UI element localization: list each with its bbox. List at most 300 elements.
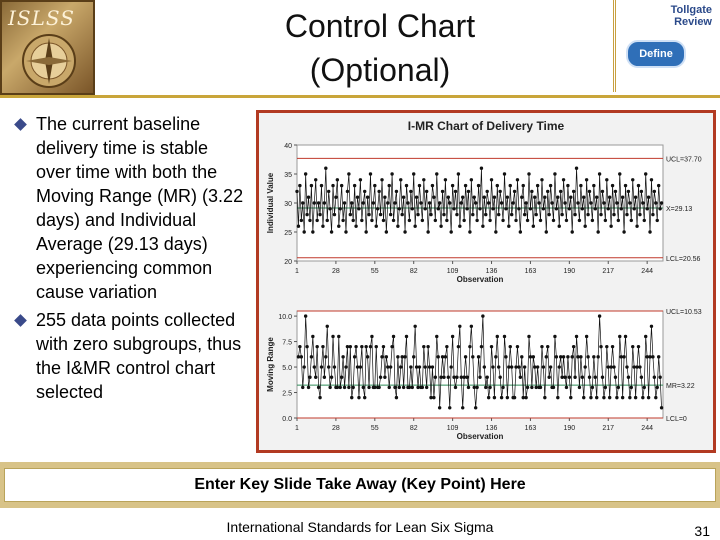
individuals-data-point (364, 230, 367, 233)
individuals-data-point (461, 196, 464, 199)
individuals-data-point (383, 196, 386, 199)
individuals-data-point (586, 213, 589, 216)
individuals-data-point (624, 184, 627, 187)
x-tick-label: 55 (370, 268, 379, 275)
individuals-data-point (566, 184, 569, 187)
moving-range-data-point (349, 345, 352, 348)
moving-range-data-point (431, 365, 434, 368)
individuals-data-point (527, 172, 530, 175)
individuals-data-point (465, 207, 468, 210)
individuals-data-point (331, 184, 334, 187)
individuals-data-point (500, 201, 503, 204)
moving-range-data-point (532, 355, 535, 358)
moving-range-y-label: Moving Range (266, 337, 275, 392)
moving-range-data-point (426, 345, 429, 348)
moving-range-data-point (392, 335, 395, 338)
moving-range-data-point (611, 345, 614, 348)
individuals-data-point (388, 184, 391, 187)
individuals-data-point (308, 219, 311, 222)
moving-range-data-point (405, 335, 408, 338)
moving-range-data-point (438, 406, 441, 409)
moving-range-data-point (305, 345, 308, 348)
moving-range-data-point (562, 355, 565, 358)
individuals-data-point (595, 196, 598, 199)
individuals-data-point (589, 201, 592, 204)
x-tick-label: 136 (485, 268, 498, 275)
x-tick-label: 136 (485, 425, 498, 432)
moving-range-data-point (498, 376, 501, 379)
individuals-data-point (297, 225, 300, 228)
x-tick-label: 217 (602, 268, 615, 275)
moving-range-data-point (491, 365, 494, 368)
individuals-data-point (640, 190, 643, 193)
moving-range-data-point (411, 386, 414, 389)
moving-range-data-point (399, 365, 402, 368)
moving-range-data-point (650, 325, 653, 328)
moving-range-data-point (579, 355, 582, 358)
moving-range-data-point (447, 376, 450, 379)
moving-range-data-point (357, 396, 360, 399)
moving-range-data-point (638, 365, 641, 368)
individuals-data-point (651, 213, 654, 216)
individuals-data-point (366, 196, 369, 199)
individuals-data-point (579, 184, 582, 187)
individuals-data-point (594, 207, 597, 210)
individuals-data-point (399, 178, 402, 181)
individuals-data-point (486, 190, 489, 193)
moving-range-data-point (569, 396, 572, 399)
x-tick-label: 217 (602, 425, 615, 432)
x-tick-label: 190 (563, 425, 576, 432)
individuals-data-point (425, 190, 428, 193)
individuals-data-point (480, 167, 483, 170)
moving-range-data-point (493, 396, 496, 399)
individuals-data-point (497, 213, 500, 216)
moving-range-data-point (389, 365, 392, 368)
individuals-data-point (349, 213, 352, 216)
moving-range-data-point (578, 386, 581, 389)
x-tick-label: 82 (409, 268, 418, 275)
y-tick-label: 30 (284, 201, 292, 208)
moving-range-data-point (523, 365, 526, 368)
x-tick-label: 190 (563, 268, 576, 275)
individuals-data-point (305, 213, 308, 216)
individuals-data-point (539, 219, 542, 222)
moving-range-data-point (320, 365, 323, 368)
individuals-data-point (563, 201, 566, 204)
individuals-data-point (632, 207, 635, 210)
moving-range-data-point (478, 376, 481, 379)
individuals-data-point (504, 207, 507, 210)
moving-range-data-point (409, 365, 412, 368)
moving-range-data-point (630, 386, 633, 389)
individuals-data-point (406, 201, 409, 204)
individuals-data-point (464, 184, 467, 187)
moving-range-data-point (586, 355, 589, 358)
moving-range-data-point (585, 335, 588, 338)
logo-text: ISLSS (8, 6, 75, 30)
individuals-data-point (339, 207, 342, 210)
individuals-data-point (533, 196, 536, 199)
moving-range-data-point (422, 345, 425, 348)
moving-range-data-point (516, 345, 519, 348)
individuals-data-point (582, 196, 585, 199)
individuals-data-point (501, 219, 504, 222)
tollgate-title (616, 4, 720, 28)
moving-range-data-point (607, 365, 610, 368)
moving-range-data-point (514, 365, 517, 368)
individuals-data-point (372, 201, 375, 204)
individuals-data-point (396, 225, 399, 228)
individuals-data-point (481, 225, 484, 228)
moving-range-data-point (517, 365, 520, 368)
y-tick-label: 2.5 (282, 390, 292, 398)
moving-range-data-point (595, 396, 598, 399)
moving-range-data-point (542, 365, 545, 368)
individuals-data-point (477, 184, 480, 187)
individuals-data-point (402, 196, 405, 199)
individuals-data-point (625, 213, 628, 216)
moving-range-data-point (341, 355, 344, 358)
individuals-data-point (658, 207, 661, 210)
moving-range-data-point (340, 376, 343, 379)
individuals-data-point (441, 190, 444, 193)
individuals-data-point (336, 178, 339, 181)
x-tick-label: 163 (524, 425, 537, 432)
individuals-data-point (367, 213, 370, 216)
moving-range-data-point (360, 345, 363, 348)
moving-range-data-point (527, 335, 530, 338)
individuals-data-point (437, 207, 440, 210)
individuals-data-point (641, 201, 644, 204)
individuals-data-point (470, 178, 473, 181)
individuals-data-point (314, 178, 317, 181)
moving-range-data-point (566, 355, 569, 358)
title-line-2: (Optional) (309, 52, 451, 88)
moving-range-data-point (582, 396, 585, 399)
individuals-data-point (475, 219, 478, 222)
moving-range-data-point (370, 335, 373, 338)
individuals-data-point (376, 207, 379, 210)
moving-range-data-point (621, 396, 624, 399)
individuals-data-point (635, 225, 638, 228)
moving-range-data-point (558, 365, 561, 368)
individuals-data-point (565, 219, 568, 222)
individuals-data-point (419, 201, 422, 204)
individuals-data-point (607, 207, 610, 210)
compass-icon (20, 32, 78, 90)
moving-range-data-point (465, 376, 468, 379)
moving-range-data-point (352, 386, 355, 389)
moving-range-data-point (311, 335, 314, 338)
moving-range-data-point (553, 335, 556, 338)
individuals-data-point (473, 196, 476, 199)
imr-chart (259, 113, 713, 450)
individuals-data-point (546, 190, 549, 193)
moving-range-data-point (547, 376, 550, 379)
bullet-item (6, 112, 246, 304)
individuals-data-point (409, 190, 412, 193)
individuals-data-point (471, 213, 474, 216)
individuals-data-point (467, 190, 470, 193)
moving-range-data-point (480, 345, 483, 348)
moving-range-data-point (313, 365, 316, 368)
moving-range-data-point (454, 386, 457, 389)
individuals-data-point (614, 190, 617, 193)
individuals-data-point (627, 190, 630, 193)
individuals-data-point (431, 184, 434, 187)
moving-range-data-point (628, 396, 631, 399)
chart-title: I-MR Chart of Delivery Time (407, 119, 565, 133)
individuals-data-point (483, 196, 486, 199)
moving-range-data-point (598, 314, 601, 317)
individuals-data-point (458, 225, 461, 228)
moving-range-data-point (563, 376, 566, 379)
individuals-data-point (650, 178, 653, 181)
moving-range-data-point (653, 376, 656, 379)
moving-range-data-point (475, 386, 478, 389)
individuals-data-point (337, 225, 340, 228)
moving-range-data-point (583, 365, 586, 368)
individuals-data-point (638, 213, 641, 216)
moving-range-data-point (540, 345, 543, 348)
x-tick-label: 244 (641, 425, 653, 432)
individuals-data-point (403, 230, 406, 233)
individuals-data-point (615, 201, 618, 204)
moving-range-data-point (354, 345, 357, 348)
moving-range-data-point (403, 355, 406, 358)
y-tick-label: 7.5 (282, 339, 292, 347)
individuals-data-point (315, 219, 318, 222)
moving-range-data-point (490, 345, 493, 348)
key-takeaway: Enter Key Slide Take Away (Key Point) Here (4, 468, 716, 502)
individuals-data-point (506, 196, 509, 199)
individuals-data-point (318, 213, 321, 216)
individuals-data-point (550, 201, 553, 204)
individuals-data-point (445, 219, 448, 222)
moving-range-data-point (575, 335, 578, 338)
moving-range-data-point (637, 345, 640, 348)
moving-range-data-point (390, 345, 393, 348)
individuals-data-point (303, 230, 306, 233)
x-tick-label: 163 (524, 268, 537, 275)
individuals-data-point (333, 213, 336, 216)
individuals-data-point (552, 219, 555, 222)
moving-range-data-point (510, 365, 513, 368)
individuals-data-point (656, 219, 659, 222)
individuals-data-point (413, 225, 416, 228)
moving-range-data-point (448, 406, 451, 409)
moving-range-data-point (421, 386, 424, 389)
individuals-data-point (454, 190, 457, 193)
individuals-data-point (491, 207, 494, 210)
individuals-data-point (630, 219, 633, 222)
bullet-text: 255 data points collected with zero subgroups, thus the I&MR control chart selected (36, 310, 242, 402)
individuals-data-point (545, 230, 548, 233)
moving-range-data-point (608, 396, 611, 399)
moving-range-data-point (474, 406, 477, 409)
moving-range-data-point (382, 345, 385, 348)
individuals-data-point (513, 190, 516, 193)
moving-range-data-point (568, 376, 571, 379)
moving-range-data-point (432, 396, 435, 399)
moving-range-data-point (375, 345, 378, 348)
moving-range-data-point (468, 345, 471, 348)
individuals-data-point (382, 219, 385, 222)
moving-range-data-point (588, 376, 591, 379)
individuals-data-point (442, 213, 445, 216)
individuals-ucl-label: UCL=37.70 (666, 156, 702, 164)
individuals-data-point (634, 196, 637, 199)
moving-range-data-point (318, 396, 321, 399)
moving-range-data-point (333, 365, 336, 368)
individuals-data-point (622, 230, 625, 233)
individuals-data-point (653, 190, 656, 193)
moving-range-data-point (298, 345, 301, 348)
moving-range-data-point (347, 386, 350, 389)
moving-range-data-point (617, 386, 620, 389)
individuals-data-point (324, 167, 327, 170)
moving-range-data-point (506, 396, 509, 399)
moving-range-data-point (526, 386, 529, 389)
individuals-data-point (457, 172, 460, 175)
moving-range-data-point (543, 396, 546, 399)
moving-range-data-point (380, 355, 383, 358)
moving-range-data-point (605, 345, 608, 348)
individuals-data-point (398, 207, 401, 210)
y-tick-label: 25 (284, 230, 292, 237)
moving-range-data-point (377, 386, 380, 389)
moving-range-data-point (451, 335, 454, 338)
moving-range-data-point (591, 386, 594, 389)
individuals-data-point (609, 225, 612, 228)
individuals-data-point (530, 190, 533, 193)
individuals-data-point (346, 190, 349, 193)
moving-range-data-point (496, 335, 499, 338)
moving-range-data-point (364, 345, 367, 348)
moving-range-data-point (576, 355, 579, 358)
moving-range-data-point (304, 314, 307, 317)
individuals-data-point (304, 172, 307, 175)
individuals-data-point (598, 172, 601, 175)
individuals-data-point (644, 172, 647, 175)
moving-range-center-label: MR=3.22 (666, 383, 695, 391)
individuals-data-point (434, 219, 437, 222)
individuals-data-point (356, 196, 359, 199)
individuals-data-point (572, 190, 575, 193)
moving-range-data-point (366, 355, 369, 358)
moving-range-data-point (424, 365, 427, 368)
individuals-data-point (573, 213, 576, 216)
individuals-data-point (608, 196, 611, 199)
x-tick-label: 109 (446, 425, 459, 432)
individuals-data-point (307, 196, 310, 199)
moving-range-data-point (308, 376, 311, 379)
moving-range-data-point (408, 386, 411, 389)
moving-range-data-point (326, 325, 329, 328)
individuals-data-point (494, 230, 497, 233)
individuals-data-point (424, 207, 427, 210)
individuals-data-point (514, 219, 517, 222)
individuals-data-point (370, 219, 373, 222)
individuals-data-point (343, 201, 346, 204)
moving-range-data-point (383, 376, 386, 379)
x-tick-label: 1 (295, 268, 299, 275)
individuals-data-point (468, 230, 471, 233)
individuals-data-point (523, 213, 526, 216)
individuals-data-point (611, 184, 614, 187)
x-tick-label: 55 (370, 425, 379, 432)
individuals-x-label: Observation (456, 275, 504, 284)
individuals-data-point (321, 225, 324, 228)
moving-range-data-point (656, 386, 659, 389)
header-divider (0, 95, 720, 98)
moving-range-data-point (618, 335, 621, 338)
individuals-data-point (604, 219, 607, 222)
individuals-data-point (536, 184, 539, 187)
individuals-data-point (575, 167, 578, 170)
individuals-data-point (648, 230, 651, 233)
individuals-data-point (412, 172, 415, 175)
individuals-data-point (435, 172, 438, 175)
moving-range-data-point (470, 325, 473, 328)
moving-range-data-point (367, 386, 370, 389)
moving-range-data-point (641, 396, 644, 399)
individuals-data-point (455, 213, 458, 216)
moving-range-data-point (439, 376, 442, 379)
moving-range-data-point (594, 376, 597, 379)
individuals-data-point (517, 207, 520, 210)
individuals-data-point (418, 184, 421, 187)
moving-range-data-point (425, 386, 428, 389)
moving-range-data-point (323, 376, 326, 379)
title-line-1: Control Chart (284, 8, 476, 44)
moving-range-data-point (504, 355, 507, 358)
moving-range-data-point (307, 386, 310, 389)
individuals-data-point (490, 178, 493, 181)
individuals-data-point (447, 196, 450, 199)
individuals-data-point (605, 178, 608, 181)
moving-range-data-point (640, 376, 643, 379)
moving-range-data-point (434, 376, 437, 379)
individuals-data-point (487, 201, 490, 204)
bullet-item (6, 308, 246, 404)
individuals-data-point (599, 213, 602, 216)
individuals-data-point (526, 219, 529, 222)
moving-range-data-point (592, 355, 595, 358)
moving-range-data-point (539, 386, 542, 389)
individuals-data-point (301, 201, 304, 204)
x-tick-label: 28 (332, 268, 340, 275)
moving-range-data-point (477, 355, 480, 358)
individuals-data-point (601, 190, 604, 193)
individuals-center-label: X=29.13 (666, 206, 693, 214)
individuals-data-point (660, 201, 663, 204)
moving-range-data-point (596, 355, 599, 358)
individuals-data-point (385, 230, 388, 233)
footer-text: International Standards for Lean Six Sigma (226, 519, 494, 535)
moving-range-data-point (599, 345, 602, 348)
individuals-data-point (511, 201, 514, 204)
moving-range-data-point (412, 355, 415, 358)
individuals-data-point (568, 207, 571, 210)
moving-range-data-point (604, 386, 607, 389)
individuals-data-point (432, 196, 435, 199)
individuals-data-point (416, 213, 419, 216)
individuals-data-point (537, 201, 540, 204)
diamond-bullet-icon (14, 118, 27, 131)
moving-range-data-point (560, 376, 563, 379)
